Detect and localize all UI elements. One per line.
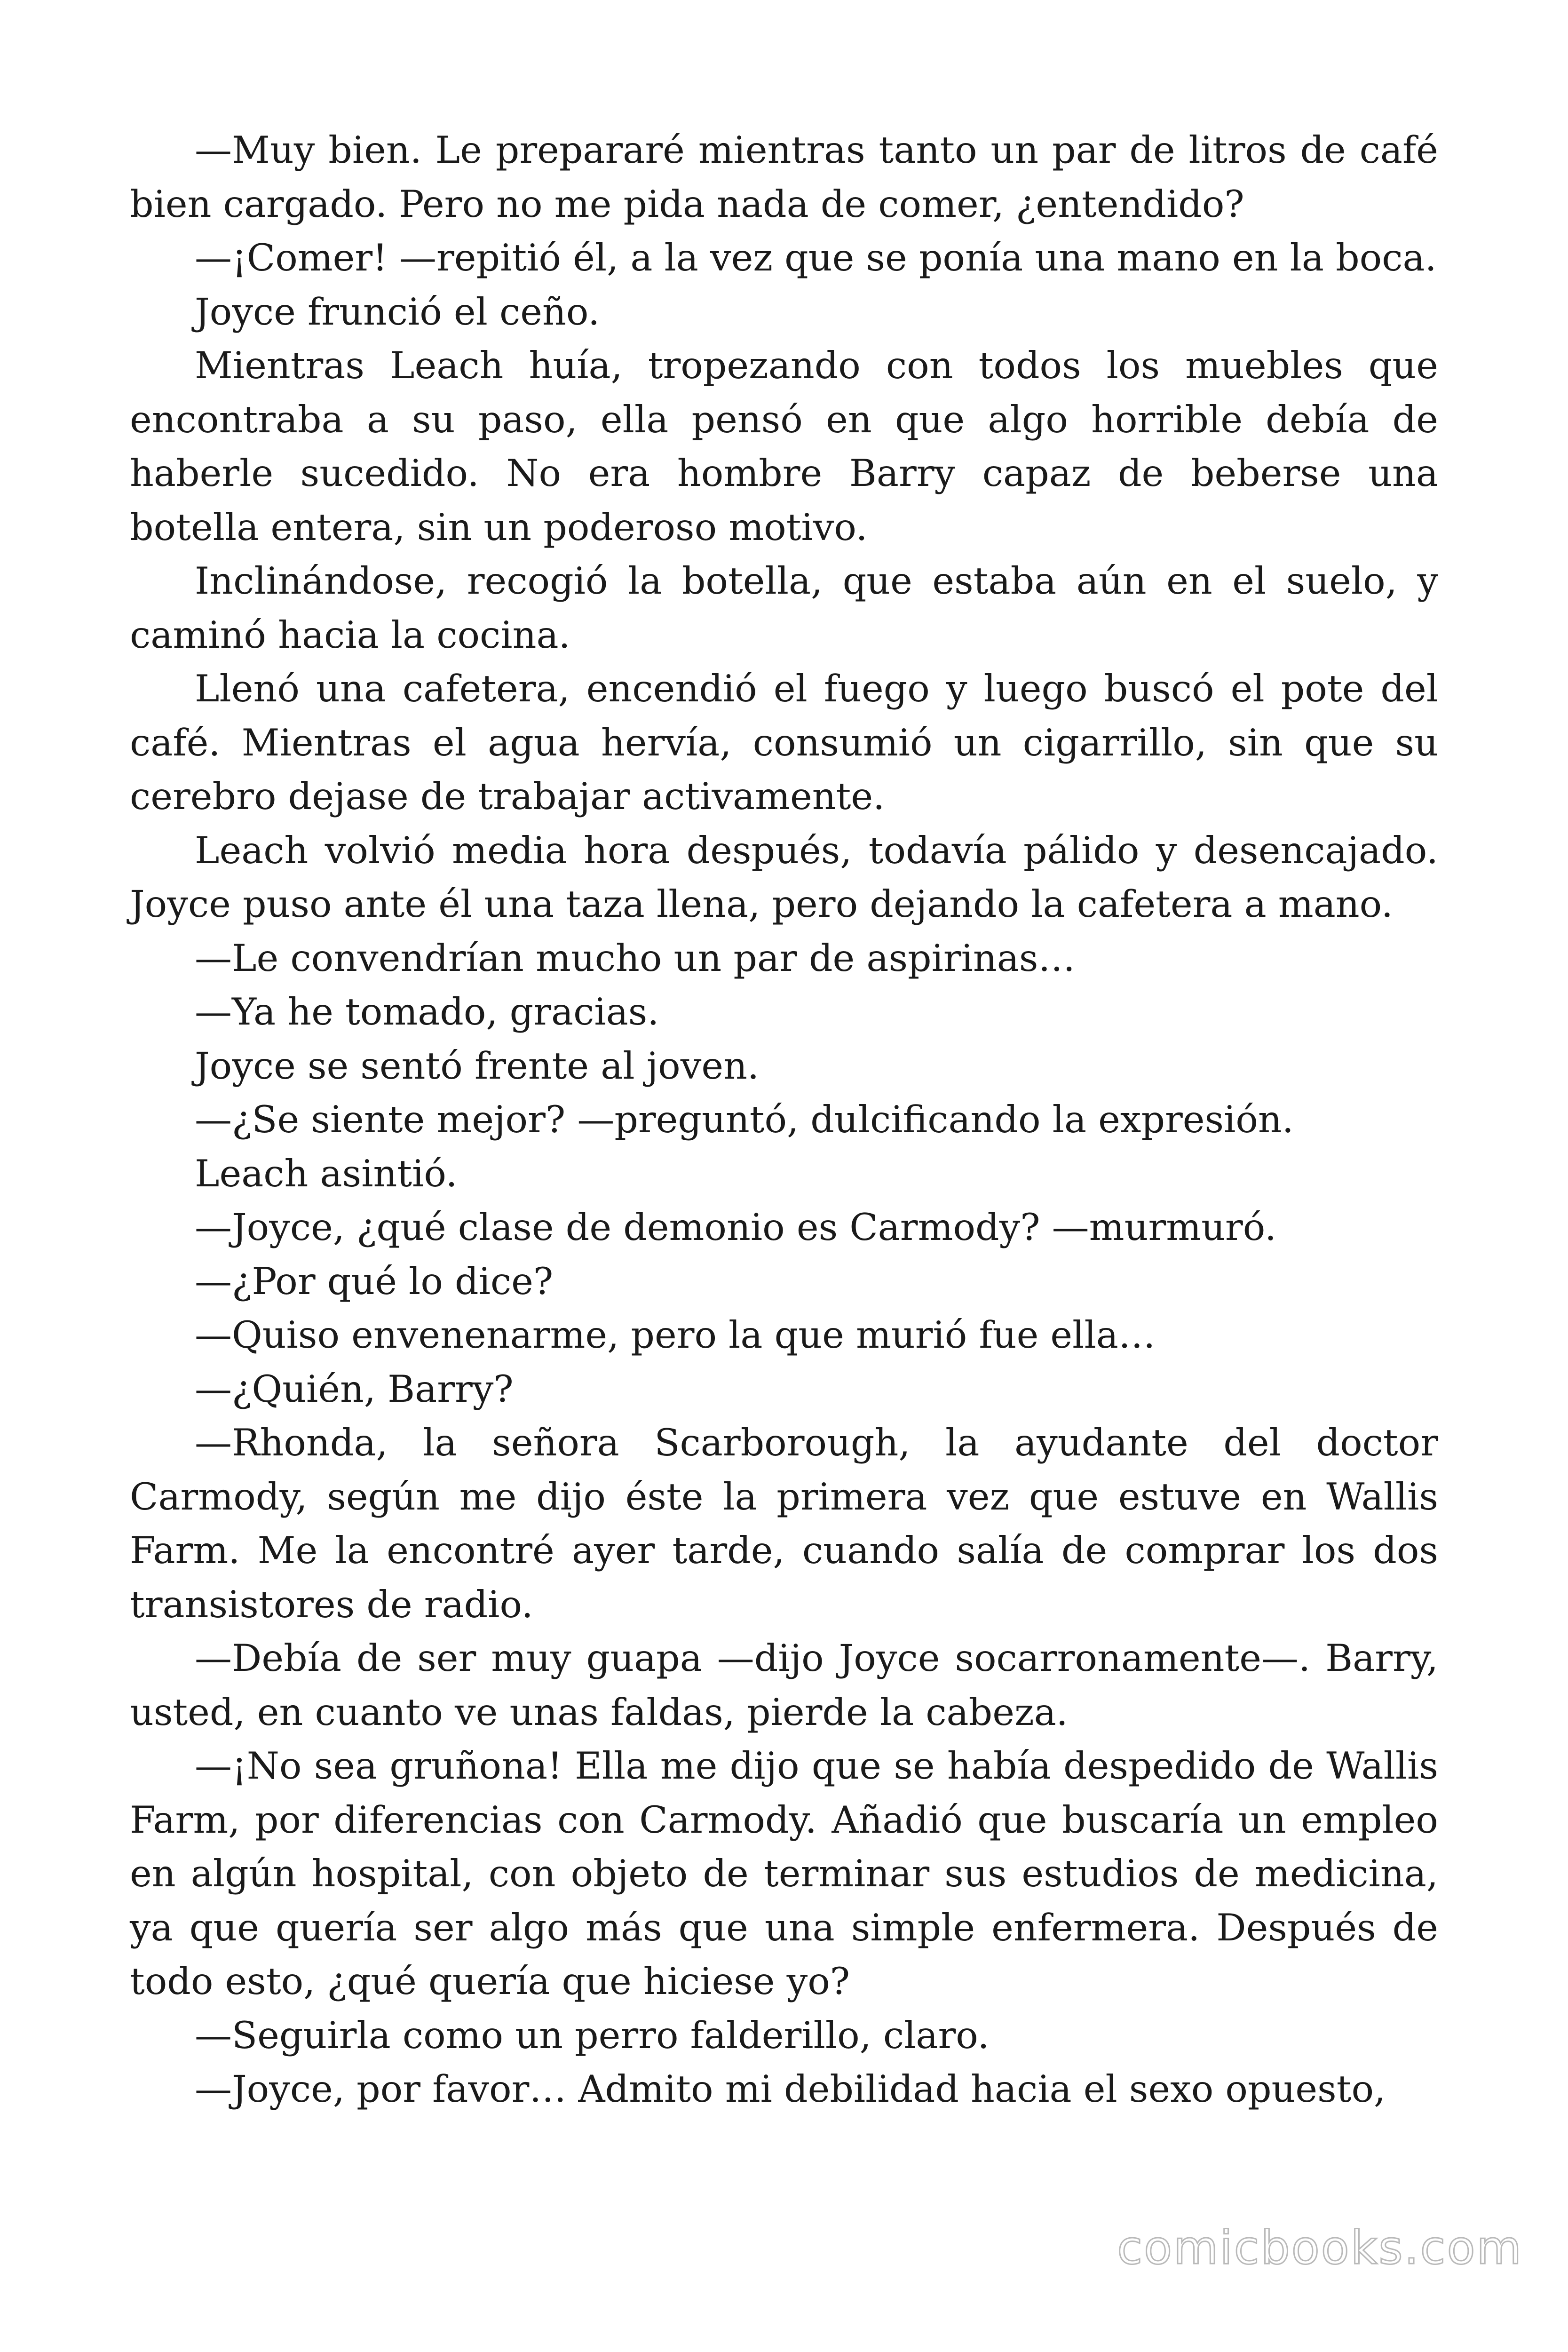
paragraph: —Muy bien. Le prepararé mientras tanto un par de litros de café bien cargado. Pero no me pida nada de comer, ¿entendido? <box>130 128 1438 226</box>
paragraph: —Debía de ser muy guapa —dijo Joyce socarronamente—. Barry, usted, en cuanto ve unas faldas, pierde la cabeza. <box>130 1637 1438 1734</box>
paragraph: —Joyce, por favor… Admito mi debilidad hacia el sexo opuesto, <box>195 2067 1386 2111</box>
paragraph: —Ya he tomado, gracias. <box>195 990 659 1033</box>
paragraph: Joyce se sentó frente al joven. <box>195 1044 760 1088</box>
paragraph: —¿Quién, Barry? <box>195 1367 514 1411</box>
paragraph: Mientras Leach huía, tropezando con todos los muebles que encontraba a su paso, ella pensó en que algo horrible debía de haberle sucedido. No era hombre Barry capaz de beberse una botella entera, sin un poderoso motivo. <box>130 344 1438 549</box>
paragraph: Inclinándose, recogió la botella, que estaba aún en el suelo, y caminó hacia la cocina. <box>130 559 1438 657</box>
paragraph: Llenó una cafetera, encendió el fuego y luego buscó el pote del café. Mientras el agua hervía, consumió un cigarrillo, sin que su cerebro dejase de trabajar activamente. <box>130 667 1438 818</box>
paragraph: —Le convendrían mucho un par de aspirinas… <box>195 936 1076 980</box>
paragraph: Leach volvió media hora después, todavía pálido y desencajado. Joyce puso ante él una taza llena, pero dejando la cafetera a mano. <box>130 828 1438 926</box>
paragraph: —Rhonda, la señora Scarborough, la ayudante del doctor Carmody, según me dijo éste la primera vez que estuve en Wallis Farm. Me la encontré ayer tarde, cuando salía de comprar los dos transistores de radio. <box>130 1421 1438 1626</box>
paragraph: —Joyce, ¿qué clase de demonio es Carmody? —murmuró. <box>195 1206 1277 1249</box>
paragraph: —¿Por qué lo dice? <box>195 1259 554 1303</box>
paragraph: —¡Comer! —repitió él, a la vez que se ponía una mano en la boca. <box>195 236 1437 279</box>
body-text <box>130 123 1438 2116</box>
watermark: comicbooks.com <box>1117 2221 1523 2275</box>
paragraph: —Quiso envenenarme, pero la que murió fue ella… <box>195 1313 1156 1357</box>
paragraph: Leach asintió. <box>195 1152 458 1195</box>
paragraph: —¿Se siente mejor? —preguntó, dulcificando la expresión. <box>195 1098 1294 1141</box>
paragraph: —¡No sea gruñona! Ella me dijo que se había despedido de Wallis Farm, por diferencias con Carmody. Añadió que buscaría un empleo en algún hospital, con objeto de terminar sus estudios de medicina, ya que quería ser algo más que una simple enfermera. Después de todo esto, ¿qué quería que hiciese yo? <box>130 1744 1438 2003</box>
paragraph: Joyce frunció el ceño. <box>195 290 600 334</box>
paragraph: —Seguirla como un perro falderillo, claro. <box>195 2013 990 2057</box>
